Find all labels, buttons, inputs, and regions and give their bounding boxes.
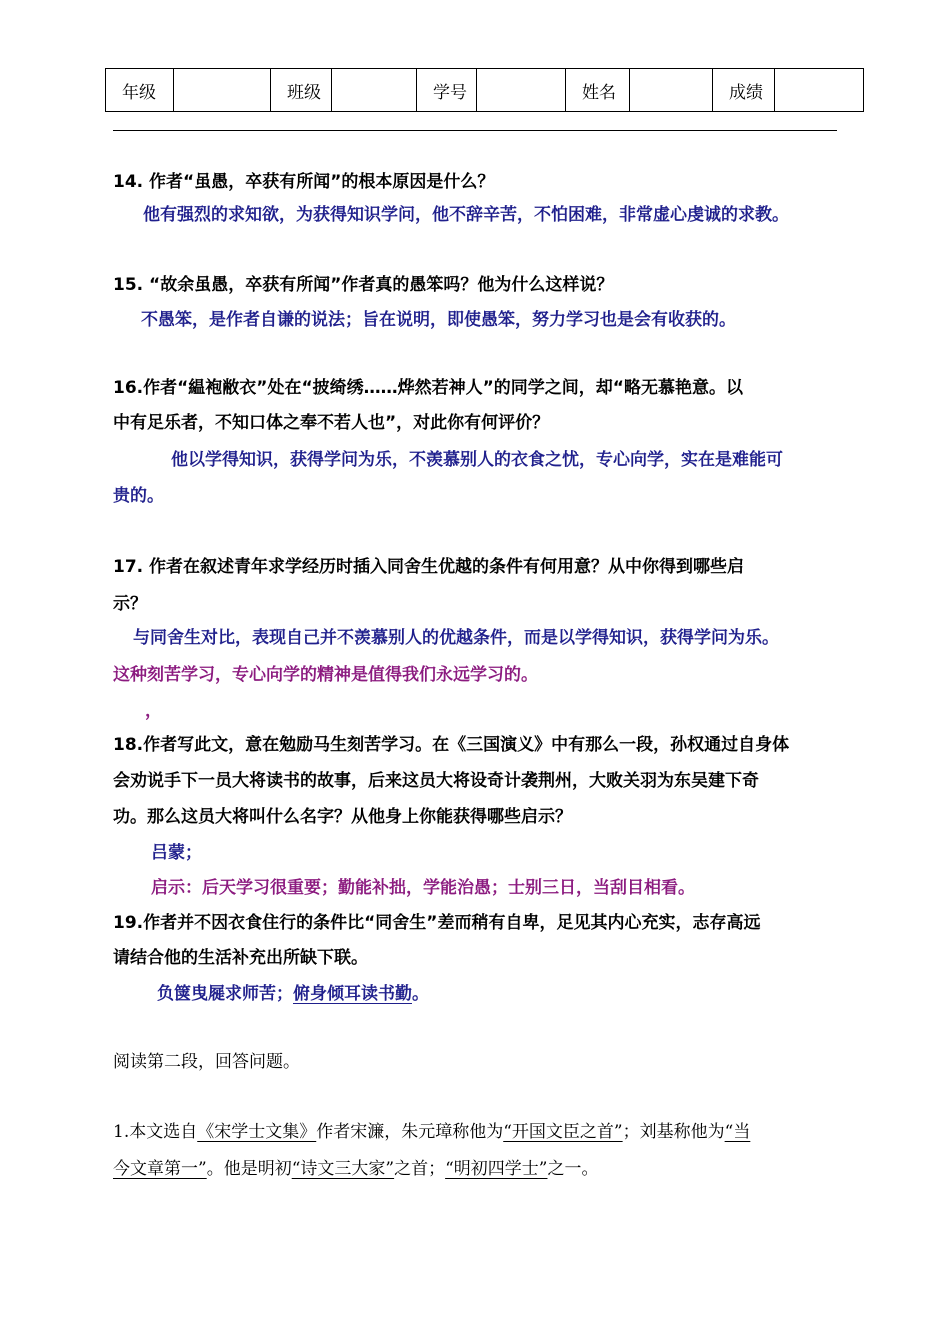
answer-16-line-2: 贵的。 <box>113 486 164 506</box>
question-16-line-1: 16.作者“緼袍敝衣”处在“披绮绣……烨然若神人”的同学之间，却“略无慕艳意。以 <box>113 378 743 398</box>
text-segment: 之首； <box>394 1159 446 1179</box>
question-15: 15. “故余虽愚，卒获有所闻”作者真的愚笨吗？他为什么这样说？ <box>113 275 614 295</box>
question-17-line-1: 17. 作者在叙述青年求学经历时插入同舍生优越的条件有何用意？从中你得到哪些启 <box>113 557 745 577</box>
answer-19-end: 。 <box>412 984 429 1004</box>
section-2-item-1-line-2 <box>113 1157 598 1181</box>
text-segment: 作者宋濂，朱元璋称他为 <box>316 1122 504 1142</box>
answer-18-insight: 启示：后天学习很重要；勤能补拙，学能治愚；士别三日，当刮目相看。 <box>151 878 695 898</box>
header-divider <box>113 130 837 131</box>
text-segment: 之一。 <box>547 1159 599 1179</box>
score-field[interactable] <box>775 69 864 112</box>
student-info-table <box>105 68 864 112</box>
grade-label: 年级 <box>106 69 174 112</box>
name-field[interactable] <box>630 69 713 112</box>
answer-14: 他有强烈的求知欲，为获得知识学问，他不辞辛苦，不怕困难，非常虚心虔诚的求教。 <box>143 205 789 225</box>
answer-16-line-1: 他以学得知识，获得学问为乐，不羡慕别人的衣食之忧，专心向学，实在是难能可 <box>171 450 783 470</box>
underlined-blank: “明初四学士” <box>445 1159 548 1179</box>
question-16-line-2: 中有足乐者，不知口体之奉不若人也”，对此你有何评价？ <box>113 413 550 433</box>
question-19-line-1: 19.作者并不因衣食住行的条件比“同舍生”差而稍有自卑，足见其内心充实，志存高远 <box>113 913 761 933</box>
answer-19-underlined: 俯身倾耳读书勤 <box>293 984 412 1004</box>
answer-15: 不愚笨，是作者自谦的说法；旨在说明，即使愚笨，努力学习也是会有收获的。 <box>141 310 736 330</box>
student-id-label: 学号 <box>417 69 477 112</box>
text-segment: ；刘基称他为 <box>622 1122 725 1142</box>
underlined-blank: “诗文三大家” <box>291 1159 395 1179</box>
underlined-blank: 《宋学士文集》 <box>197 1122 317 1142</box>
question-14: 14. 作者“虽愚，卒获有所闻”的根本原因是什么？ <box>113 172 495 192</box>
student-id-field[interactable] <box>477 69 566 112</box>
underlined-blank: “开国文臣之首” <box>503 1122 623 1142</box>
text-segment: 1.本文选自 <box>113 1122 198 1142</box>
stray-comma: ， <box>145 701 162 721</box>
answer-19-plain: 负箧曳屣求师苦； <box>157 984 293 1004</box>
question-18-line-1: 18.作者写此文，意在勉励马生刻苦学习。在《三国演义》中有那么一段，孙权通过自身体 <box>113 735 790 755</box>
text-segment: 。他是明初 <box>206 1159 292 1179</box>
section-2-item-1-line-1 <box>113 1120 750 1144</box>
question-19-line-2: 请结合他的生活补充出所缺下联。 <box>113 948 368 968</box>
score-label: 成绩 <box>713 69 775 112</box>
question-18-line-2: 会劝说手下一员大将读书的故事，后来这员大将设奇计袭荆州，大败关羽为东吴建下奇 <box>113 771 759 791</box>
name-label: 姓名 <box>566 69 630 112</box>
question-18-line-3: 功。那么这员大将叫什么名字？从他身上你能获得哪些启示？ <box>113 807 572 827</box>
class-field[interactable] <box>332 69 417 112</box>
answer-17-line-2: 这种刻苦学习，专心向学的精神是值得我们永远学习的。 <box>113 665 538 685</box>
grade-field[interactable] <box>174 69 271 112</box>
section-2-title: 阅读第二段，回答问题。 <box>113 1052 300 1072</box>
answer-18-name: 吕蒙； <box>151 843 202 863</box>
underlined-blank: 今文章第一” <box>113 1159 207 1179</box>
question-17-line-2: 示？ <box>113 594 147 614</box>
class-label: 班级 <box>271 69 332 112</box>
underlined-blank: “当 <box>724 1122 751 1142</box>
answer-19 <box>157 982 429 1006</box>
answer-17-line-1: 与同舍生对比，表现自己并不羡慕别人的优越条件，而是以学得知识，获得学问为乐。 <box>133 628 779 648</box>
